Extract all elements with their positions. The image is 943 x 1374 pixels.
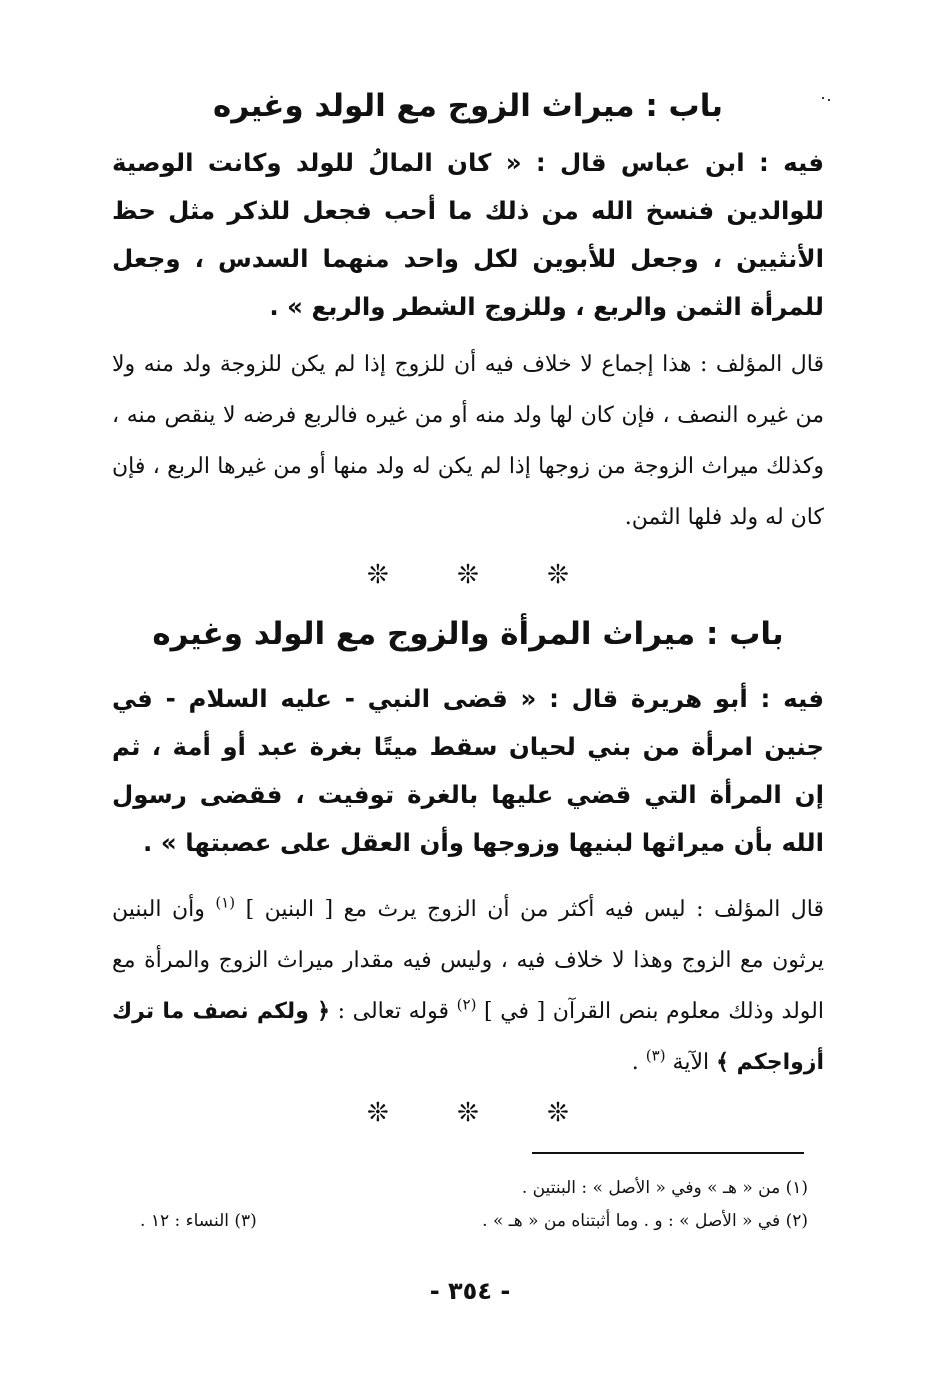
footnote-mark-1[interactable]: (١) [215,893,236,912]
commentary-text: قوله تعالى : [337,999,450,1024]
commentary-text: وأن البنين يرثون مع الزوج وهذا لا خلاف فيه ، وليس فيه مقدار ميراث الزوج والمرأة مع الولد وذلك معلوم بنص القرآن [ في ] [112,897,824,1024]
section1-commentary: قال المؤلف : هذا إجماع لا خلاف فيه أن للزوج إذا لم يكن للزوجة ولد منه ولا من غيره النصف ، فإن كان لها ولد منه أو من غيره فالربع فرضه لا ينقص منه ، وكذلك ميراث الزوجة من زوجها إذا لم يكن له ولد منها أو من غيرها الربع ، فإن كان له ولد فلها الثمن. [112,352,824,530]
separator-star: ❊ [457,1098,479,1128]
section-separator [112,560,824,590]
separator-star: ❊ [547,560,569,590]
quran-verse: ﴿ ولكم نصف ما ترك أزواجكم ﴾ [112,999,824,1075]
commentary-text: . [631,1050,639,1075]
footnote-2: (٢) في « الأصل » : و . وما أثبتناه من « هـ » . [482,1211,808,1231]
footnote-mark-2[interactable]: (٢) [456,995,477,1014]
footnote-1: (١) من « هـ » وفي « الأصل » : البنتين . [521,1178,808,1198]
section1-hadith: فيه : ابن عباس قال : « كان المالُ للولد وكانت الوصية للوالدين فنسخ الله من ذلك ما أحب فجعل للذكر مثل حظ الأنثيين ، وجعل للأبوين لكل واحد منهما السدس ، وجعل للمرأة الثمن والربع ، وللزوج الشطر والربع » . [112,148,824,321]
commentary-text: قال المؤلف : ليس فيه أكثر من أن الزوج يرث مع [ البنين ] [245,897,824,922]
commentary-text: الآية [672,1050,710,1075]
section2-commentary [112,884,824,1088]
footnote-row [140,1172,808,1205]
section1-heading: باب : ميراث الزوج مع الولد وغيره [213,88,723,124]
section2-heading: باب : ميراث المرأة والزوج مع الولد وغيره [152,616,784,652]
section-separator [112,1098,824,1128]
separator-star: ❊ [457,560,479,590]
section2-hadith: فيه : أبو هريرة قال : « قضى النبي - عليه السلام - في جنين امرأة من بني لحيان سقط ميتًا بغرة عبد أو أمة ، ثم إن المرأة التي قضي عليها بالغرة توفيت ، فقضى رسول الله بأن ميراثها لبنيها وزوجها وأن العقل على عصبتها » . [112,684,824,857]
footnote-row [140,1205,808,1238]
separator-star: ❊ [367,1098,389,1128]
page-number: - ٣٥٤ - [429,1277,511,1305]
separator-star: ❊ [367,560,389,590]
footnotes [140,1172,808,1238]
separator-star: ❊ [547,1098,569,1128]
footnote-divider [532,1152,804,1154]
scan-speck [828,99,830,101]
footnote-3: (٣) النساء : ١٢ . [140,1211,257,1231]
footnote-mark-3[interactable]: (٣) [645,1046,666,1065]
